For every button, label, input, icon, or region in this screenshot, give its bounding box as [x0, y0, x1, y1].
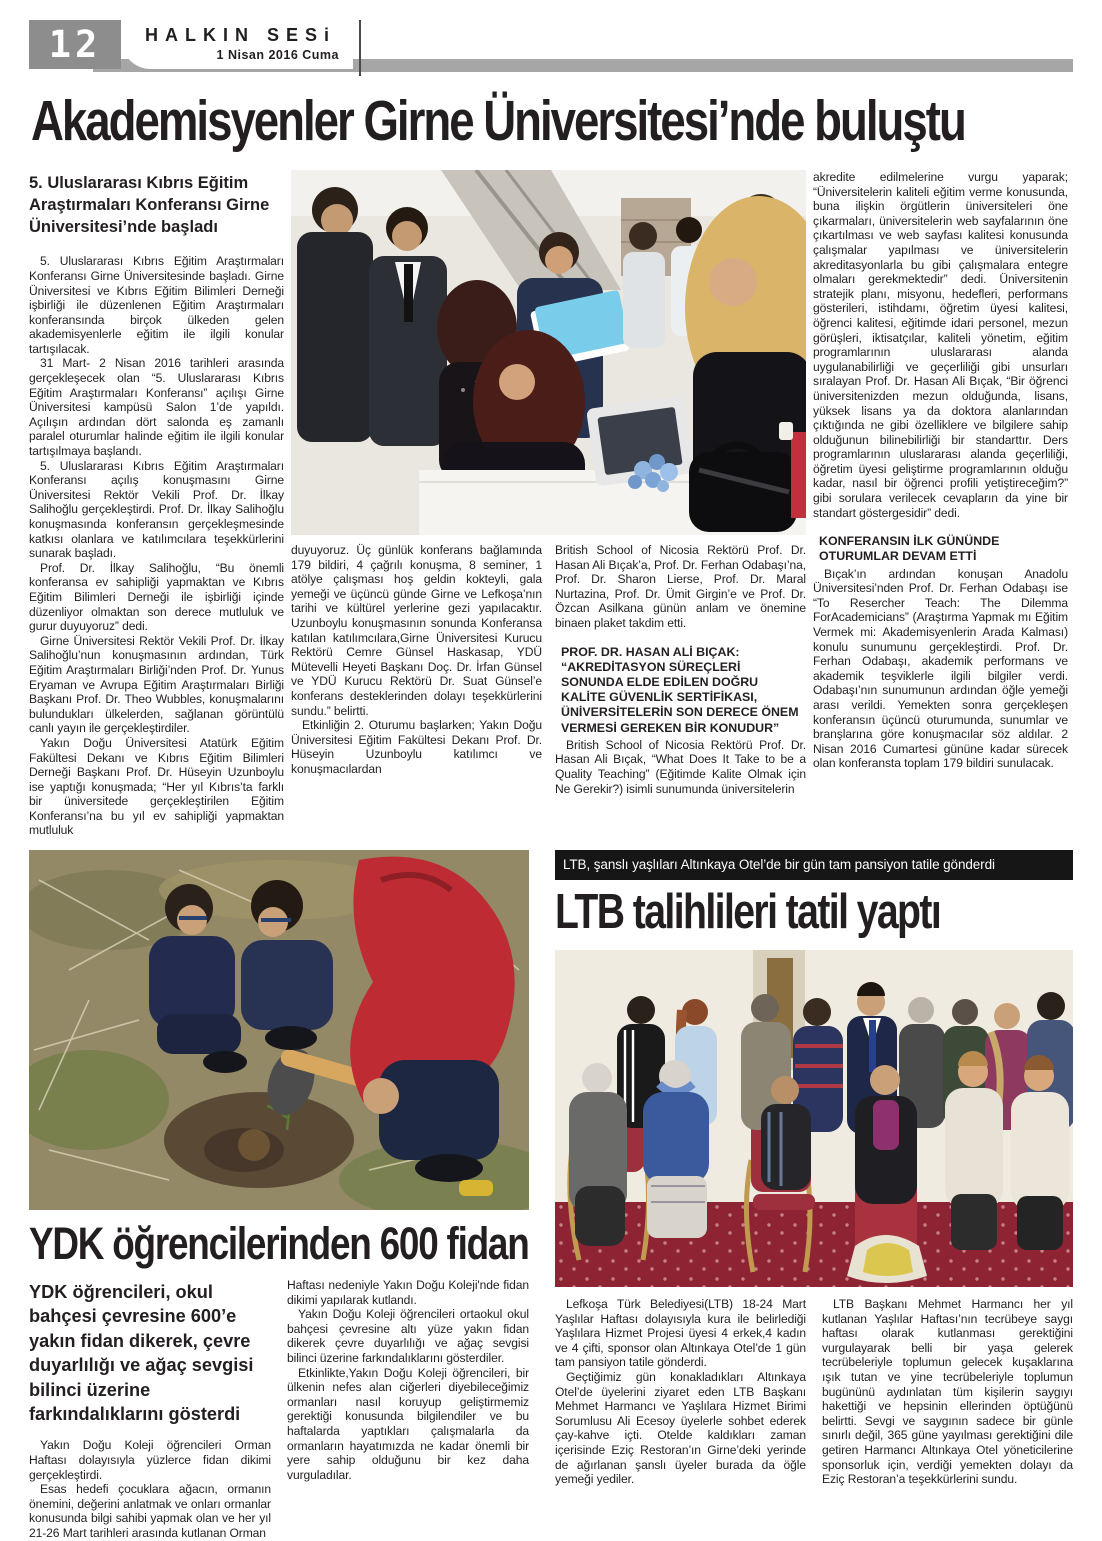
article1-middle	[291, 170, 806, 838]
article3-headline: LTB talihlileri tatil yaptı	[555, 885, 941, 940]
page-header	[29, 16, 1073, 72]
article2-lead: YDK öğrencileri, okul bahçesi çevresine 600’e yakın fidan dikerek, çevre duyarlılığı ve ağaç sevgisi bilinci üzerine farkındalıklarını gösterdi	[29, 1282, 254, 1425]
article3-headline-row	[555, 884, 1073, 942]
page-number: 12	[48, 23, 102, 66]
article1-col3	[555, 543, 806, 796]
article2-columns	[29, 1278, 529, 1541]
masthead-block	[121, 20, 353, 69]
paragraph: British School of Nicosia Rektörü Prof. Dr. Hasan Ali Bıçak, “What Does It Take to be a Quality Teaching” (Eğitimde Kalite Olmak için Ne Gerekir?) isimli sunumunda üniversitelerin	[555, 737, 806, 796]
paragraph: Esas hedefi çocuklara ağacın, ormanın önemini, değerini anlatmak ve onları ormanlar konusunda bilgi sahibi yapmak olan ve her yıl 21-26 Mart tarihleri arasında kutlanan Orman	[29, 1482, 271, 1540]
article1-col2	[291, 543, 542, 796]
article2-headline: YDK öğrencilerinden 600 fidan	[29, 1218, 529, 1270]
paragraph: Lefkoşa Türk Belediyesi(LTB) 18-24 Mart Yaşlılar Haftası dolayısıyla kura ile belirlediği Yaşlılara Hizmet Projesi üyesi 4 erkek,4 kadın ve 4 çifti, sponsor olan Altınkaya Otel’de 1 gün tam pansiyon tatile gönderdi.	[555, 1297, 806, 1370]
issue-date: 1 Nisan 2016 Cuma	[216, 48, 339, 62]
paragraph: Etkinliğin 2. Oturumu başlarken; Yakın Doğu Üniversitesi Eğitim Fakültesi Dekanı Prof. Dr. Hüseyin Uzunboylu katılımcı ve konuşmacılardan	[291, 718, 542, 776]
article2-colA	[29, 1278, 271, 1541]
paragraph: Girne Üniversitesi Rektör Vekili Prof. Dr. İlkay Salihoğlu’nun konuşmasının ardından, Türk Eğitim Araştırmaları Birliği’nden Prof. Dr. Yunus Eryaman ve Avrupa Eğitim Araştırmaları Birliği Başkanı Prof. Dr. Theo Wubbles, konuşmalarını bulundukları ülkelerden, sağlanan görüntülü canlı yayın ile gerçekleştirdiler.	[29, 633, 284, 736]
paragraph: akredite edilmelerine vurgu yaparak; “Üniversitelerin kaliteli eğitim verme konusunda, buna ilişkin örgütlerin üniversiteleri öne çıkarmaları, üniversitelerin web sayfalarının öne çıkartılması ve web sayfası kalitesi konusunda çalışmalar yapılması ve üniversitelerin akreditasyonlarla bu gibi çalışmalara entegre olmaları gerekmektedir” dedi. Üniversitenin stratejik planı, misyonu, hedefleri, performans gösterileri, istihdamı, öğretim üyesi kalitesi, öğrenci kalitesi, eğitimde idari personel, mezun görüşleri, iktisatçılar, kaliteli yönetim, eğitim programlarının uluslararası alanda uygulanabilirliği ve geçerliliği gibi unsurları sıralayan Prof. Dr. Hasan Ali Bıçak, “Bir öğrenci üniversitenizden mezun olduğunda, lisans, yüksek lisans ya da doktora alanlarından çıktığında ne gibi özelliklere ve bilgilere sahip olduğunun bilinebilirliği bir standarttır. Ders programlarının uluslararası alanda geçerliliği, öğretim üyesi geliştirme programlarının olduğu kadar, nasıl bir öğrenci profili yetiştireceğim?” gibi sorulara verilecek cevapların da yine bir standart göstergesidir” dedi.	[813, 170, 1068, 520]
article1-col3-subhead: PROF. DR. HASAN ALİ BIÇAK: “AKREDİTASYON SÜREÇLERİ SONUNDA ELDE EDİLEN DOĞRU KALİTE GÜVENLİK SERTİFİKASI, ÜNİVERSİTELERİN SON DERECE ÖNEM VERMESİ GEREKEN BİR KONUDUR”	[561, 644, 799, 735]
article3	[555, 850, 1073, 1541]
paragraph: Yakın Doğu Koleji öğrencileri Orman Haftası dolayısıyla yüzlerce fidan dikimi gerçekleştirdi.	[29, 1438, 271, 1482]
paragraph: Yakın Doğu Üniversitesi Atatürk Eğitim Fakültesi Dekanı ve Kıbrıs Eğitim Bilimleri Derneği Başkanı Prof. Dr. Hüseyin Uzunboylu ise yaptığı konuşmada; “Her yıl Kıbrıs’ta farklı bir üniversitede gerçekleştirilen Eğitim Konferansı’na bu yıl ev sahipliği yapmaktan mutluluk	[29, 735, 284, 838]
paragraph: British School of Nicosia Rektörü Prof. Dr. Hasan Ali Bıçak’a, Prof. Dr. Ferhan Odabaşı’na, Prof. Dr. Sharon Lierse, Prof. Dr. Maral Nurtazina, Prof. Dr. Ümit Girgin’e ve Prof. Dr. Özcan Asilkana günün anlam ve önemine binaen plaket takdim etti.	[555, 543, 806, 630]
header-divider	[359, 20, 361, 76]
tree-planting-photo	[29, 850, 529, 1210]
article2	[29, 850, 529, 1541]
article1-col4-subhead: KONFERANSIN İLK GÜNÜNDE OTURUMLAR DEVAM ETTİ	[819, 534, 1000, 564]
article1-col1	[29, 170, 284, 838]
paragraph: 31 Mart- 2 Nisan 2016 tarihleri arasında gerçekleşecek olan “5. Uluslararası Kıbrıs Eğitim Araştırmaları Konferansı” açılışı Girne Üniversitesi kampüsü Salon 1’de yapıldı. Açılışın ardından dört salonda eş zamanlı paralel oturumlar halinde eğitim ile ilgili konular tartışılmaya başlandı.	[29, 356, 284, 459]
article3-columns	[555, 1297, 1073, 1487]
paragraph: duyuyoruz. Üç günlük konferans bağlamında 179 bildiri, 4 çağrılı konuşma, 8 seminer, 1 atölye çalışması hoş geldin kokteyli, gala yemeği ve üçüncü günde Girne ve Lefkoşa’nın tarihi ve kültürel yerlerine gezi yapılacaktır. Uzunboylu konuşmasının sonunda Konferansa katılan katılımcılara,Girne Üniversitesi Kurucu Rektörü Cemre Günsel Haskasap, YDÜ Mütevelli Heyeti Başkanı Doç. Dr. İrfan Günsel ve YDÜ Kurucu Rektörü Dr. Suat Günsel’e konferans desteklerinden dolayı teşekkürlerini sundu.” belirtti.	[291, 543, 542, 718]
article1-mid-columns	[291, 543, 806, 796]
article3-colA	[555, 1297, 806, 1487]
article1-subhead: 5. Uluslararası Kıbrıs Eğitim Araştırmaları Konferansı Girne Üniversitesi’nde başladı	[29, 174, 270, 237]
paragraph: Yakın Doğu Koleji öğrencileri ortaokul okul bahçesi çevresine altı yüze yakın fidan dikerek çevre duyarlılığı ve ağaç sevgisi bilinci üzerine farkındalıklarını gösterdiler.	[287, 1307, 529, 1366]
paragraph: Geçtiğimiz gün konakladıkları Altınkaya Otel’de üyelerini ziyaret eden LTB Başkanı Mehmet Harmancı ve Yaşlılara Hizmet Birimi Sorumlusu Ali Ecesoy üyelerle sohbet ederek çay-kahve içti. Otelde kaldıkları zaman içerisinde Eziç Restoran’ın Girne’deki yerinde de ağırlanan şanslı üyeler burada da öğle yemeği yediler.	[555, 1370, 806, 1487]
masthead: HALKIN SESi	[145, 25, 337, 45]
paragraph: LTB Başkanı Mehmet Harmancı her yıl kutlanan Yaşlılar Haftası’nın tecrübeye saygı haftası olarak kutlanması gerektiğini vurgulayarak belli bir yaşa gelerek tecrübeleriyle toplumun gelecek kuşaklarına ışık tutan ve yine tecrübeleriyle toplumun bugününü aydınlatan tüm kişilerin saygıyı hakettiği ve hepsinin ellerinden öptüğünü belirtti. Sevgi ve saygının sadece bir günle sınırlı değil, 365 güne yayılması gerektiğini dile getiren Harmancı Altınkaya Otel yöneticilerine sponsorluk için, verdiği yemekten dolayı da Eziç Restoran’a teşekkürlerini sundu.	[822, 1297, 1073, 1487]
article3-kicker: LTB, şanslı yaşlıları Altınkaya Otel’de bir gün tam pansiyon tatile gönderdi	[555, 850, 1073, 880]
bottom-section	[29, 850, 1073, 1541]
conference-photo	[291, 170, 806, 535]
group-photo	[555, 950, 1073, 1287]
main-headline-row	[31, 88, 1073, 164]
paragraph: 5. Uluslararası Kıbrıs Eğitim Araştırmaları Konferansı açılış konuşmasını Girne Üniversitesi Rektör Vekili Prof. Dr. İlkay Salihoğlu gerçekleştirdi. Prof. Dr. İlkay Salihoğlu konuşmasında konferansın gerçekleşmesinde katkısı olanlara ve katılımcılara teşekkürlerini sunarak başladı.	[29, 458, 284, 561]
main-headline: Akademisyenler Girne Üniversitesi’nde buluştu	[31, 89, 965, 153]
paragraph: Prof. Dr. İlkay Salihoğlu, “Bu önemli konferansa ev sahipliği yapmaktan ve Kıbrıs Eğitim Bilimleri Derneği ile işbirliği içinde düzenliyor olmaktan son derece mutluluk ve gurur duyuyoruz” dedi.	[29, 560, 284, 634]
article1	[29, 170, 1073, 838]
article3-colB	[822, 1297, 1073, 1487]
paragraph: 5. Uluslararası Kıbrıs Eğitim Araştırmaları Konferansı Girne Üniversitesinde başladı. Girne Üniversitesi ve Kıbrıs Eğitim Bilimleri Derneği işbirliği ile düzenlenen Eğitim Araştırmaları konferansında birçok ülkeden gelen akademisyenlerle eğitim ile ilgili konular tartışılacak.	[29, 254, 284, 356]
article1-col4	[813, 170, 1068, 838]
article2-colB	[287, 1278, 529, 1541]
article2-headline-row	[29, 1218, 529, 1272]
paragraph: Bıçak’ın ardından konuşan Anadolu Üniversitesi’nden Prof. Dr. Ferhan Odabaşı ise “To Resercher Teach: The Dilemma ForAcademicians” (Araştırma Yapmak mı Eğitim Vermek mi: Akademisyenlerin Arada Kalması) konulu sunumunu gerçekleştirdi. Prof. Dr. Ferhan Odabaşı, akademik performans ve akademik teşviklerle ilgili bilgiler verdi. Odabaşı’nın sunumunun ardından öğle yemeği arası verildi. Yemekten sonra gerçekleşen konferansın üçüncü oturumunda, sunumlar ve branşlarına göre konuşmacılar söz aldılar. 2 Nisan 2016 Cumartesi gününe kadar sürecek olan konferansta toplam 179 bildiri sunulacak.	[813, 566, 1068, 771]
page-number-box	[29, 20, 121, 69]
paragraph: Haftası nedeniyle Yakın Doğu Koleji'nde fidan dikimi yapılarak kutlandı.	[287, 1278, 529, 1307]
paragraph: Etkinlikte,Yakın Doğu Koleji öğrencileri, bir ülkenin nefes alan ciğerleri diyebileceğimiz ormanları nasıl koruyup geliştirmemiz gerektiği konusunda bilgilendiler ve bu haftalarda yaptıkları çalışmalarla da ormanların hayatımızda ne kadar önemli bir yere sahip olduğunu bir kez daha vurguladılar.	[287, 1365, 529, 1482]
